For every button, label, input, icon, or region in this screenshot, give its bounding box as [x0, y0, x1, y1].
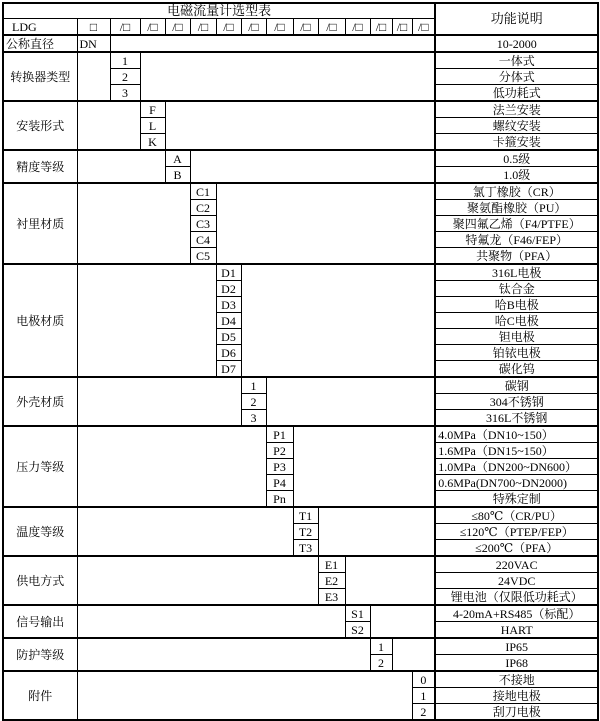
code-cell: F [140, 101, 165, 118]
code-cell: C1 [190, 183, 216, 200]
code-cell: D1 [216, 264, 241, 281]
code-cell: E3 [318, 589, 345, 606]
code-cell: T2 [293, 524, 318, 540]
option-row [3, 264, 598, 281]
model-slot-cell: /□ [216, 19, 241, 36]
option-row [3, 556, 598, 573]
description-cell: 316L不锈钢 [435, 410, 598, 427]
description-cell: 0.5级 [435, 150, 598, 167]
spacer-cell [77, 507, 293, 556]
code-cell: 1 [370, 638, 392, 655]
spacer-cell [293, 426, 435, 507]
code-cell: S2 [345, 622, 370, 639]
category-cell: 附件 [3, 671, 77, 720]
category-cell: 信号输出 [3, 605, 77, 638]
option-row [3, 101, 598, 118]
description-cell: 一体式 [435, 52, 598, 69]
table-title: 电磁流量计选型表 [3, 3, 435, 19]
spacer-cell [77, 426, 266, 507]
description-cell: 1.0级 [435, 167, 598, 184]
code-cell: 1 [412, 688, 435, 704]
spacer-cell [392, 638, 435, 671]
model-slot-cell: /□ [318, 19, 345, 36]
spacer-cell [77, 150, 165, 183]
description-cell: 法兰安装 [435, 101, 598, 118]
category-cell: 安装形式 [3, 101, 77, 150]
model-slot-cell: /□ [165, 19, 190, 36]
description-cell: 锂电池（仅限低功耗式） [435, 589, 598, 606]
spacer-cell [77, 377, 241, 426]
category-cell: 精度等级 [3, 150, 77, 183]
description-cell: 共聚物（PFA） [435, 248, 598, 265]
code-cell: D5 [216, 329, 241, 345]
spacer-cell [165, 101, 435, 150]
option-row [3, 426, 598, 443]
description-cell: IP65 [435, 638, 598, 655]
code-cell: D7 [216, 361, 241, 378]
description-cell: 1.0MPa（DN200~DN600） [435, 459, 598, 475]
code-cell: P4 [266, 475, 293, 491]
option-row [3, 507, 598, 524]
code-cell: D2 [216, 281, 241, 297]
code-cell: 1 [110, 52, 140, 69]
description-cell: ≤120℃（PTEP/FEP） [435, 524, 598, 540]
code-cell: C2 [190, 200, 216, 216]
code-cell: T1 [293, 507, 318, 524]
description-cell: 0.6MPa(DN700~DN2000) [435, 475, 598, 491]
code-cell: K [140, 134, 165, 151]
model-slot-cell: /□ [110, 19, 140, 36]
spacer-cell [77, 183, 190, 264]
option-row [3, 183, 598, 200]
code-cell: D3 [216, 297, 241, 313]
description-cell: 低功耗式 [435, 85, 598, 102]
description-cell: 特殊定制 [435, 491, 598, 508]
spacer-cell [77, 52, 110, 101]
spacer-cell [266, 377, 435, 426]
description-cell: 分体式 [435, 69, 598, 85]
description-cell: 4.0MPa（DN10~150） [435, 426, 598, 443]
spacer-cell [77, 638, 370, 671]
spacer-cell [77, 101, 140, 150]
code-cell: S1 [345, 605, 370, 622]
model-slot-cell: /□ [140, 19, 165, 36]
description-cell: 聚氨酯橡胶（PU） [435, 200, 598, 216]
description-cell: 不接地 [435, 671, 598, 688]
model-prefix-cell: LDG [3, 19, 77, 36]
selection-table [2, 2, 599, 721]
description-cell: ≤200℃（PFA） [435, 540, 598, 557]
code-cell: P2 [266, 443, 293, 459]
option-row [3, 638, 598, 655]
code-cell: Pn [266, 491, 293, 508]
spacer-cell [345, 556, 435, 605]
code-cell: 2 [110, 69, 140, 85]
code-cell: D6 [216, 345, 241, 361]
description-cell: IP68 [435, 655, 598, 672]
description-cell: 钛合金 [435, 281, 598, 297]
option-row [3, 605, 598, 622]
model-slot-cell: /□ [412, 19, 435, 36]
code-cell: C3 [190, 216, 216, 232]
code-cell: 3 [110, 85, 140, 102]
code-cell: E1 [318, 556, 345, 573]
spacer-cell [77, 605, 345, 638]
code-cell: E2 [318, 573, 345, 589]
code-cell: D4 [216, 313, 241, 329]
category-cell: 供电方式 [3, 556, 77, 605]
spacer-cell [110, 35, 435, 52]
description-cell: ≤80℃（CR/PU） [435, 507, 598, 524]
code-cell: B [165, 167, 190, 184]
description-cell: 接地电极 [435, 688, 598, 704]
category-cell: 转换器类型 [3, 52, 77, 101]
description-cell: 碳化钨 [435, 361, 598, 378]
spacer-cell [77, 556, 318, 605]
model-slot-cell: /□ [293, 19, 318, 36]
option-row [3, 150, 598, 167]
description-cell: 10-2000 [435, 35, 598, 52]
function-description-header: 功能说明 [435, 3, 598, 35]
description-cell: 铂铱电极 [435, 345, 598, 361]
code-cell: C4 [190, 232, 216, 248]
description-cell: 氯丁橡胶（CR） [435, 183, 598, 200]
code-cell: L [140, 118, 165, 134]
code-cell: DN [77, 35, 110, 52]
description-cell: 聚四氟乙烯（F4/PTFE） [435, 216, 598, 232]
description-cell: 304不锈钢 [435, 394, 598, 410]
description-cell: 316L电极 [435, 264, 598, 281]
code-cell: 0 [412, 671, 435, 688]
spacer-cell [241, 264, 435, 377]
code-cell: 2 [241, 394, 266, 410]
selection-table-body [3, 35, 598, 720]
description-cell: 螺纹安装 [435, 118, 598, 134]
model-box-cell: □ [77, 19, 110, 36]
code-cell: 2 [370, 655, 392, 672]
description-cell: 1.6MPa（DN15~150） [435, 443, 598, 459]
description-cell: 钽电极 [435, 329, 598, 345]
option-row [3, 35, 598, 52]
code-cell: P1 [266, 426, 293, 443]
model-slot-cell: /□ [241, 19, 266, 36]
category-cell: 压力等级 [3, 426, 77, 507]
category-cell: 温度等级 [3, 507, 77, 556]
model-slot-cell: /□ [266, 19, 293, 36]
description-cell: 24VDC [435, 573, 598, 589]
category-cell: 公称直径 [3, 35, 77, 52]
code-cell: 1 [241, 377, 266, 394]
description-cell: HART [435, 622, 598, 639]
option-row [3, 377, 598, 394]
model-slot-cell: /□ [345, 19, 370, 36]
description-cell: 碳钢 [435, 377, 598, 394]
description-cell: 220VAC [435, 556, 598, 573]
code-cell: T3 [293, 540, 318, 557]
spacer-cell [370, 605, 435, 638]
code-cell: P3 [266, 459, 293, 475]
description-cell: 卡箍安装 [435, 134, 598, 151]
code-cell: 2 [412, 704, 435, 721]
model-slot-cell: /□ [370, 19, 392, 36]
spacer-cell [77, 671, 412, 720]
description-cell: 特氟龙（F46/FEP） [435, 232, 598, 248]
option-row [3, 671, 598, 688]
spacer-cell [140, 52, 435, 101]
category-cell: 衬里材质 [3, 183, 77, 264]
description-cell: 哈B电极 [435, 297, 598, 313]
description-cell: 刮刀电极 [435, 704, 598, 721]
category-cell: 电极材质 [3, 264, 77, 377]
spacer-cell [216, 183, 435, 264]
code-cell: A [165, 150, 190, 167]
spacer-cell [190, 150, 435, 183]
model-slot-cell: /□ [190, 19, 216, 36]
description-cell: 4-20mA+RS485（标配） [435, 605, 598, 622]
category-cell: 外壳材质 [3, 377, 77, 426]
spacer-cell [77, 264, 216, 377]
option-row [3, 52, 598, 69]
spacer-cell [318, 507, 435, 556]
category-cell: 防护等级 [3, 638, 77, 671]
description-cell: 哈C电极 [435, 313, 598, 329]
model-slot-cell: /□ [392, 19, 412, 36]
code-cell: C5 [190, 248, 216, 265]
code-cell: 3 [241, 410, 266, 427]
